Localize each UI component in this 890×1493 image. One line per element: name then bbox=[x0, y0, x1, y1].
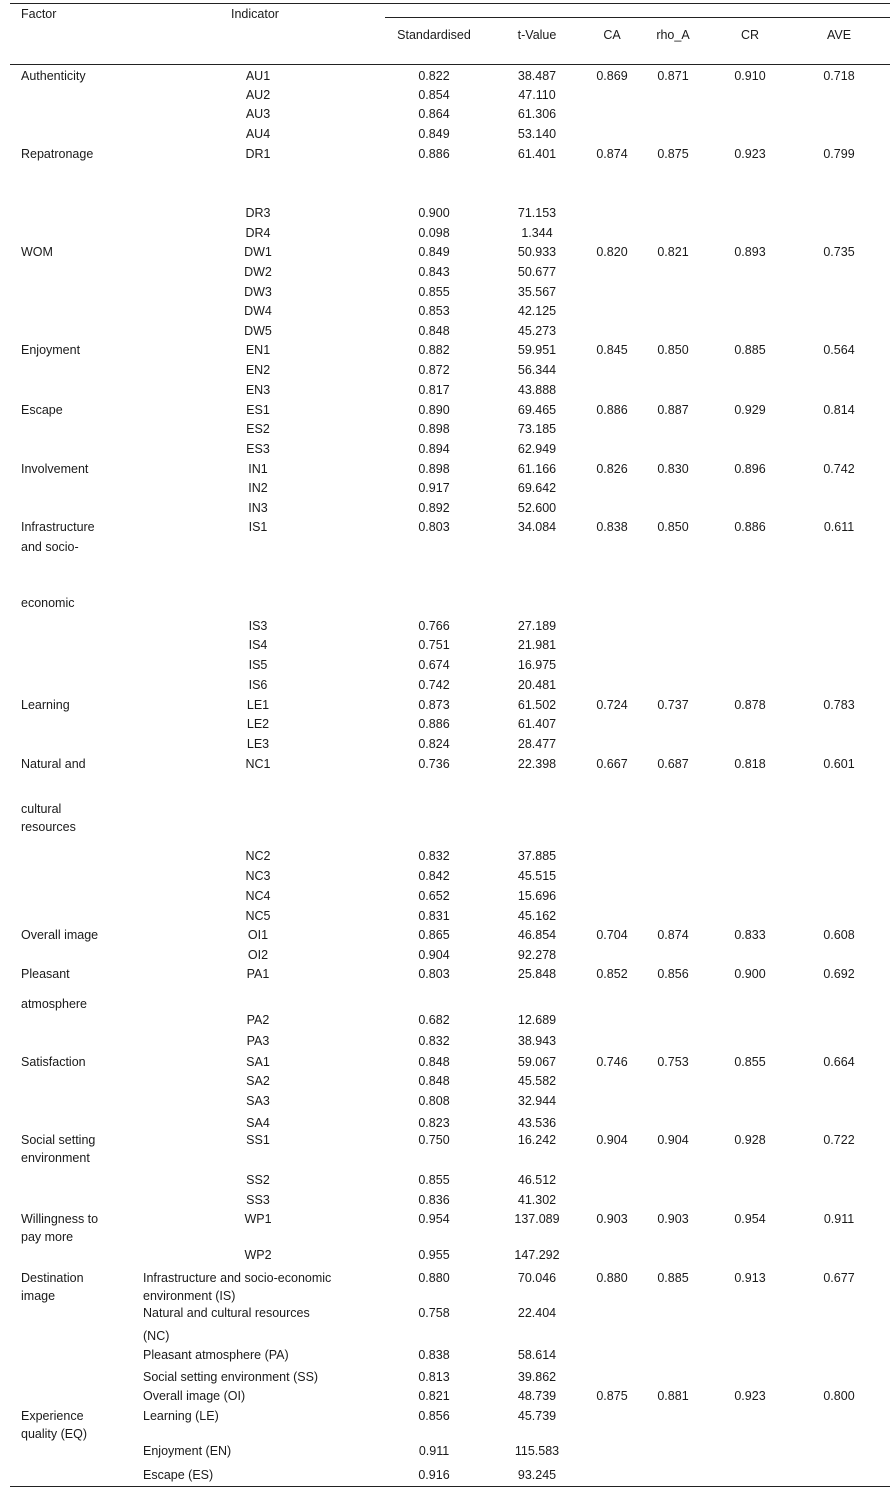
column-header-rho-a: rho_A bbox=[656, 28, 690, 42]
header-top-rule bbox=[10, 3, 890, 4]
ave-value: 0.735 bbox=[823, 245, 855, 259]
standardised-loading: 0.900 bbox=[418, 206, 450, 220]
t-value: 12.689 bbox=[517, 1013, 557, 1027]
column-header-indicator: Indicator bbox=[231, 7, 279, 21]
cr-value: 0.913 bbox=[734, 1271, 766, 1285]
ave-value: 0.783 bbox=[823, 698, 855, 712]
t-value: 21.981 bbox=[517, 638, 557, 652]
rho-a-value: 0.850 bbox=[657, 520, 689, 534]
t-value: 69.642 bbox=[517, 481, 557, 495]
cr-value: 0.886 bbox=[734, 520, 766, 534]
factor-label: Destination bbox=[21, 1271, 84, 1285]
t-value: 73.185 bbox=[517, 422, 557, 436]
standardised-loading: 0.890 bbox=[418, 403, 450, 417]
factor-label: resources bbox=[21, 820, 76, 834]
indicator-label: SS3 bbox=[246, 1193, 270, 1207]
ave-value: 0.742 bbox=[823, 462, 855, 476]
rho-a-value: 0.821 bbox=[657, 245, 689, 259]
indicator-label: DW1 bbox=[244, 245, 272, 259]
rho-a-value: 0.903 bbox=[657, 1212, 689, 1226]
standardised-loading: 0.904 bbox=[418, 948, 450, 962]
indicator-label: Infrastructure and socio-economic bbox=[143, 1271, 332, 1285]
indicator-label: IN3 bbox=[248, 501, 268, 515]
indicator-label: SA3 bbox=[246, 1094, 270, 1108]
standardised-loading: 0.865 bbox=[418, 928, 450, 942]
factor-label: Enjoyment bbox=[21, 343, 81, 357]
standardised-loading: 0.821 bbox=[418, 1389, 450, 1403]
t-value: 35.567 bbox=[517, 285, 557, 299]
indicator-label: DW4 bbox=[244, 304, 272, 318]
standardised-loading: 0.855 bbox=[418, 285, 450, 299]
indicator-label: OI1 bbox=[247, 928, 269, 942]
t-value: 32.944 bbox=[517, 1094, 557, 1108]
factor-label: Learning bbox=[21, 698, 70, 712]
t-value: 47.110 bbox=[518, 88, 556, 102]
table-bottom-rule bbox=[10, 1486, 890, 1487]
factor-label: economic bbox=[21, 596, 75, 610]
column-header-ave: AVE bbox=[826, 28, 852, 42]
rho-a-value: 0.887 bbox=[657, 403, 689, 417]
rho-a-value: 0.830 bbox=[657, 462, 689, 476]
indicator-label: PA1 bbox=[246, 967, 270, 981]
t-value: 61.306 bbox=[517, 107, 557, 121]
t-value: 61.166 bbox=[517, 462, 557, 476]
cr-value: 0.878 bbox=[734, 698, 766, 712]
t-value: 93.245 bbox=[517, 1468, 557, 1482]
ca-value: 0.845 bbox=[596, 343, 628, 357]
standardised-loading: 0.750 bbox=[418, 1133, 450, 1147]
factor-label: cultural bbox=[21, 802, 62, 816]
t-value: 62.949 bbox=[517, 442, 557, 456]
cr-value: 0.896 bbox=[734, 462, 766, 476]
factor-label: Social setting bbox=[21, 1133, 96, 1147]
factor-label: and socio- bbox=[21, 540, 79, 554]
rho-a-value: 0.753 bbox=[657, 1055, 689, 1069]
cr-value: 0.928 bbox=[734, 1133, 766, 1147]
t-value: 25.848 bbox=[517, 967, 557, 981]
factor-label: quality (EQ) bbox=[21, 1427, 87, 1441]
rho-a-value: 0.856 bbox=[657, 967, 689, 981]
standardised-loading: 0.831 bbox=[418, 909, 450, 923]
ave-value: 0.800 bbox=[823, 1389, 855, 1403]
indicator-label: Overall image (OI) bbox=[143, 1389, 246, 1403]
ave-value: 0.911 bbox=[823, 1212, 855, 1226]
indicator-label: DW3 bbox=[244, 285, 272, 299]
factor-label: Experience bbox=[21, 1409, 84, 1423]
indicator-label: AU3 bbox=[245, 107, 271, 121]
ca-value: 0.704 bbox=[596, 928, 628, 942]
indicator-label: NC1 bbox=[245, 757, 271, 771]
indicator-label: Natural and cultural resources bbox=[143, 1306, 310, 1320]
indicator-label: NC4 bbox=[245, 889, 271, 903]
t-value: 58.614 bbox=[517, 1348, 557, 1362]
indicator-label: DW2 bbox=[244, 265, 272, 279]
standardised-loading: 0.886 bbox=[418, 147, 450, 161]
standardised-loading: 0.674 bbox=[418, 658, 450, 672]
standardised-loading: 0.892 bbox=[418, 501, 450, 515]
cr-value: 0.923 bbox=[734, 147, 766, 161]
rho-a-value: 0.875 bbox=[657, 147, 689, 161]
t-value: 16.242 bbox=[517, 1133, 557, 1147]
t-value: 46.512 bbox=[517, 1173, 557, 1187]
standardised-loading: 0.803 bbox=[418, 967, 450, 981]
column-header-ca: CA bbox=[603, 28, 621, 42]
indicator-label: SA4 bbox=[246, 1116, 270, 1130]
standardised-loading: 0.822 bbox=[418, 69, 450, 83]
indicator-label: PA3 bbox=[246, 1034, 270, 1048]
standardised-loading: 0.813 bbox=[418, 1370, 450, 1384]
standardised-loading: 0.911 bbox=[418, 1444, 450, 1458]
standardised-loading: 0.894 bbox=[418, 442, 450, 456]
t-value: 41.302 bbox=[517, 1193, 557, 1207]
ca-value: 0.852 bbox=[596, 967, 628, 981]
standardised-loading: 0.766 bbox=[418, 619, 450, 633]
ave-value: 0.692 bbox=[823, 967, 855, 981]
rho-a-value: 0.737 bbox=[657, 698, 689, 712]
column-header-cr: CR bbox=[740, 28, 760, 42]
standardised-loading: 0.742 bbox=[418, 678, 450, 692]
standardised-loading: 0.098 bbox=[418, 226, 450, 240]
indicator-label: OI2 bbox=[247, 948, 269, 962]
cr-value: 0.893 bbox=[734, 245, 766, 259]
rho-a-value: 0.687 bbox=[657, 757, 689, 771]
ca-value: 0.880 bbox=[596, 1271, 628, 1285]
t-value: 38.943 bbox=[517, 1034, 557, 1048]
indicator-label: SA1 bbox=[246, 1055, 270, 1069]
indicator-label: ES1 bbox=[246, 403, 270, 417]
indicator-label: DR4 bbox=[245, 226, 271, 240]
indicator-label: NC2 bbox=[245, 849, 271, 863]
ave-value: 0.677 bbox=[823, 1271, 855, 1285]
indicator-label: WP1 bbox=[244, 1212, 272, 1226]
t-value: 50.677 bbox=[517, 265, 557, 279]
factor-label: Willingness to bbox=[21, 1212, 99, 1226]
column-header-t-value: t-Value bbox=[517, 28, 557, 42]
standardised-loading: 0.824 bbox=[418, 737, 450, 751]
indicator-label: Learning (LE) bbox=[143, 1409, 219, 1423]
standardised-loading: 0.832 bbox=[418, 849, 450, 863]
indicator-label: (NC) bbox=[143, 1329, 170, 1343]
t-value: 59.067 bbox=[517, 1055, 557, 1069]
ave-value: 0.718 bbox=[823, 69, 855, 83]
ave-value: 0.722 bbox=[823, 1133, 855, 1147]
factor-label: Repatronage bbox=[21, 147, 94, 161]
standardised-loading: 0.817 bbox=[418, 383, 450, 397]
cr-value: 0.923 bbox=[734, 1389, 766, 1403]
t-value: 43.888 bbox=[517, 383, 557, 397]
standardised-loading: 0.898 bbox=[418, 462, 450, 476]
ca-value: 0.826 bbox=[596, 462, 628, 476]
ca-value: 0.820 bbox=[596, 245, 628, 259]
t-value: 1.344 bbox=[521, 226, 553, 240]
ave-value: 0.601 bbox=[823, 757, 855, 771]
indicator-label: Social setting environment (SS) bbox=[143, 1370, 319, 1384]
factor-label: WOM bbox=[21, 245, 53, 259]
indicator-label: IS4 bbox=[248, 638, 268, 652]
standardised-loading: 0.842 bbox=[418, 869, 450, 883]
ca-value: 0.903 bbox=[596, 1212, 628, 1226]
indicator-label: SS1 bbox=[246, 1133, 270, 1147]
factor-label: Overall image bbox=[21, 928, 99, 942]
cr-value: 0.818 bbox=[734, 757, 766, 771]
indicator-label: WP2 bbox=[244, 1248, 272, 1262]
indicator-label: AU1 bbox=[245, 69, 271, 83]
ca-value: 0.838 bbox=[596, 520, 628, 534]
standardised-loading: 0.843 bbox=[418, 265, 450, 279]
factor-label: atmosphere bbox=[21, 997, 88, 1011]
t-value: 22.398 bbox=[517, 757, 557, 771]
t-value: 34.084 bbox=[517, 520, 557, 534]
indicator-label: Pleasant atmosphere (PA) bbox=[143, 1348, 289, 1362]
t-value: 137.089 bbox=[514, 1212, 560, 1226]
t-value: 15.696 bbox=[517, 889, 557, 903]
rho-a-value: 0.874 bbox=[657, 928, 689, 942]
standardised-loading: 0.751 bbox=[418, 638, 450, 652]
t-value: 45.739 bbox=[517, 1409, 557, 1423]
ca-value: 0.875 bbox=[596, 1389, 628, 1403]
standardised-loading: 0.849 bbox=[418, 245, 450, 259]
t-value: 42.125 bbox=[517, 304, 557, 318]
t-value: 56.344 bbox=[517, 363, 557, 377]
factor-label: Pleasant bbox=[21, 967, 70, 981]
ca-value: 0.724 bbox=[596, 698, 628, 712]
indicator-label: EN2 bbox=[245, 363, 271, 377]
standardised-loading: 0.954 bbox=[418, 1212, 450, 1226]
standardised-loading: 0.848 bbox=[418, 1074, 450, 1088]
column-header-standardised: Standardised bbox=[397, 28, 471, 42]
t-value: 147.292 bbox=[514, 1248, 560, 1262]
factor-label: image bbox=[21, 1289, 56, 1303]
indicator-label: SA2 bbox=[246, 1074, 270, 1088]
indicator-label: environment (IS) bbox=[143, 1289, 236, 1303]
ave-value: 0.564 bbox=[823, 343, 855, 357]
factor-label: Infrastructure bbox=[21, 520, 95, 534]
standardised-loading: 0.758 bbox=[418, 1306, 450, 1320]
t-value: 61.502 bbox=[517, 698, 557, 712]
t-value: 39.862 bbox=[517, 1370, 557, 1384]
standardised-loading: 0.836 bbox=[418, 1193, 450, 1207]
indicator-label: IN2 bbox=[248, 481, 268, 495]
standardised-loading: 0.838 bbox=[418, 1348, 450, 1362]
rho-a-value: 0.871 bbox=[657, 69, 689, 83]
standardised-loading: 0.823 bbox=[418, 1116, 450, 1130]
t-value: 53.140 bbox=[517, 127, 557, 141]
t-value: 45.582 bbox=[517, 1074, 557, 1088]
cr-value: 0.855 bbox=[734, 1055, 766, 1069]
ave-value: 0.664 bbox=[823, 1055, 855, 1069]
indicator-label: IS6 bbox=[248, 678, 268, 692]
standardised-loading: 0.882 bbox=[418, 343, 450, 357]
standardised-loading: 0.916 bbox=[418, 1468, 450, 1482]
factor-label: Satisfaction bbox=[21, 1055, 86, 1069]
ca-value: 0.746 bbox=[596, 1055, 628, 1069]
ave-value: 0.611 bbox=[823, 520, 855, 534]
t-value: 69.465 bbox=[517, 403, 557, 417]
t-value: 22.404 bbox=[517, 1306, 557, 1320]
standardised-loading: 0.803 bbox=[418, 520, 450, 534]
indicator-label: IS1 bbox=[248, 520, 268, 534]
indicator-label: DR3 bbox=[245, 206, 271, 220]
t-value: 45.273 bbox=[517, 324, 557, 338]
ave-value: 0.608 bbox=[823, 928, 855, 942]
factor-label: Natural and bbox=[21, 757, 86, 771]
standardised-loading: 0.898 bbox=[418, 422, 450, 436]
t-value: 50.933 bbox=[517, 245, 557, 259]
header-bottom-rule bbox=[10, 64, 890, 65]
indicator-label: IS5 bbox=[248, 658, 268, 672]
ca-value: 0.874 bbox=[596, 147, 628, 161]
standardised-loading: 0.873 bbox=[418, 698, 450, 712]
t-value: 16.975 bbox=[517, 658, 557, 672]
t-value: 52.600 bbox=[517, 501, 557, 515]
indicator-label: SS2 bbox=[246, 1173, 270, 1187]
indicator-label: LE3 bbox=[246, 737, 270, 751]
t-value: 38.487 bbox=[517, 69, 557, 83]
rho-a-value: 0.904 bbox=[657, 1133, 689, 1147]
t-value: 71.153 bbox=[517, 206, 557, 220]
standardised-loading: 0.856 bbox=[418, 1409, 450, 1423]
t-value: 45.162 bbox=[517, 909, 557, 923]
standardised-loading: 0.652 bbox=[418, 889, 450, 903]
cr-value: 0.954 bbox=[734, 1212, 766, 1226]
indicator-label: DR1 bbox=[245, 147, 271, 161]
indicator-label: EN1 bbox=[245, 343, 271, 357]
standardised-loading: 0.854 bbox=[418, 88, 450, 102]
standardised-loading: 0.682 bbox=[418, 1013, 450, 1027]
rho-a-value: 0.885 bbox=[657, 1271, 689, 1285]
t-value: 115.583 bbox=[514, 1444, 560, 1458]
factor-label: environment bbox=[21, 1151, 90, 1165]
indicator-label: DW5 bbox=[244, 324, 272, 338]
t-value: 61.407 bbox=[517, 717, 557, 731]
factor-label: Escape bbox=[21, 403, 63, 417]
indicator-label: Enjoyment (EN) bbox=[143, 1444, 232, 1458]
standardised-loading: 0.848 bbox=[418, 324, 450, 338]
t-value: 61.401 bbox=[517, 147, 557, 161]
t-value: 28.477 bbox=[517, 737, 557, 751]
indicator-label: NC5 bbox=[245, 909, 271, 923]
indicator-label: LE1 bbox=[246, 698, 270, 712]
standardised-loading: 0.864 bbox=[418, 107, 450, 121]
ca-value: 0.667 bbox=[596, 757, 628, 771]
cr-value: 0.833 bbox=[734, 928, 766, 942]
ca-value: 0.869 bbox=[596, 69, 628, 83]
ave-value: 0.799 bbox=[823, 147, 855, 161]
indicator-label: ES2 bbox=[246, 422, 270, 436]
standardised-loading: 0.832 bbox=[418, 1034, 450, 1048]
header-subrule bbox=[385, 17, 890, 18]
standardised-loading: 0.849 bbox=[418, 127, 450, 141]
indicator-label: Escape (ES) bbox=[143, 1468, 214, 1482]
rho-a-value: 0.881 bbox=[657, 1389, 689, 1403]
t-value: 59.951 bbox=[517, 343, 557, 357]
t-value: 70.046 bbox=[517, 1271, 557, 1285]
standardised-loading: 0.853 bbox=[418, 304, 450, 318]
rho-a-value: 0.850 bbox=[657, 343, 689, 357]
indicator-label: AU4 bbox=[245, 127, 271, 141]
factor-label: Involvement bbox=[21, 462, 89, 476]
cr-value: 0.929 bbox=[734, 403, 766, 417]
t-value: 48.739 bbox=[517, 1389, 557, 1403]
t-value: 20.481 bbox=[517, 678, 557, 692]
t-value: 37.885 bbox=[517, 849, 557, 863]
standardised-loading: 0.736 bbox=[418, 757, 450, 771]
factor-label: pay more bbox=[21, 1230, 74, 1244]
standardised-loading: 0.880 bbox=[418, 1271, 450, 1285]
t-value: 45.515 bbox=[517, 869, 557, 883]
factor-label: Authenticity bbox=[21, 69, 86, 83]
standardised-loading: 0.917 bbox=[418, 481, 450, 495]
standardised-loading: 0.955 bbox=[418, 1248, 450, 1262]
indicator-label: EN3 bbox=[245, 383, 271, 397]
indicator-label: AU2 bbox=[245, 88, 271, 102]
standardised-loading: 0.855 bbox=[418, 1173, 450, 1187]
t-value: 46.854 bbox=[517, 928, 557, 942]
standardised-loading: 0.808 bbox=[418, 1094, 450, 1108]
t-value: 27.189 bbox=[517, 619, 557, 633]
indicator-label: LE2 bbox=[246, 717, 270, 731]
cr-value: 0.885 bbox=[734, 343, 766, 357]
column-header-factor: Factor bbox=[21, 7, 57, 21]
t-value: 43.536 bbox=[517, 1116, 557, 1130]
ca-value: 0.904 bbox=[596, 1133, 628, 1147]
cr-value: 0.910 bbox=[734, 69, 766, 83]
t-value: 92.278 bbox=[517, 948, 557, 962]
standardised-loading: 0.886 bbox=[418, 717, 450, 731]
indicator-label: IS3 bbox=[248, 619, 268, 633]
indicator-label: ES3 bbox=[246, 442, 270, 456]
ave-value: 0.814 bbox=[823, 403, 855, 417]
indicator-label: PA2 bbox=[246, 1013, 270, 1027]
cr-value: 0.900 bbox=[734, 967, 766, 981]
indicator-label: IN1 bbox=[248, 462, 268, 476]
standardised-loading: 0.848 bbox=[418, 1055, 450, 1069]
ca-value: 0.886 bbox=[596, 403, 628, 417]
indicator-label: NC3 bbox=[245, 869, 271, 883]
standardised-loading: 0.872 bbox=[418, 363, 450, 377]
